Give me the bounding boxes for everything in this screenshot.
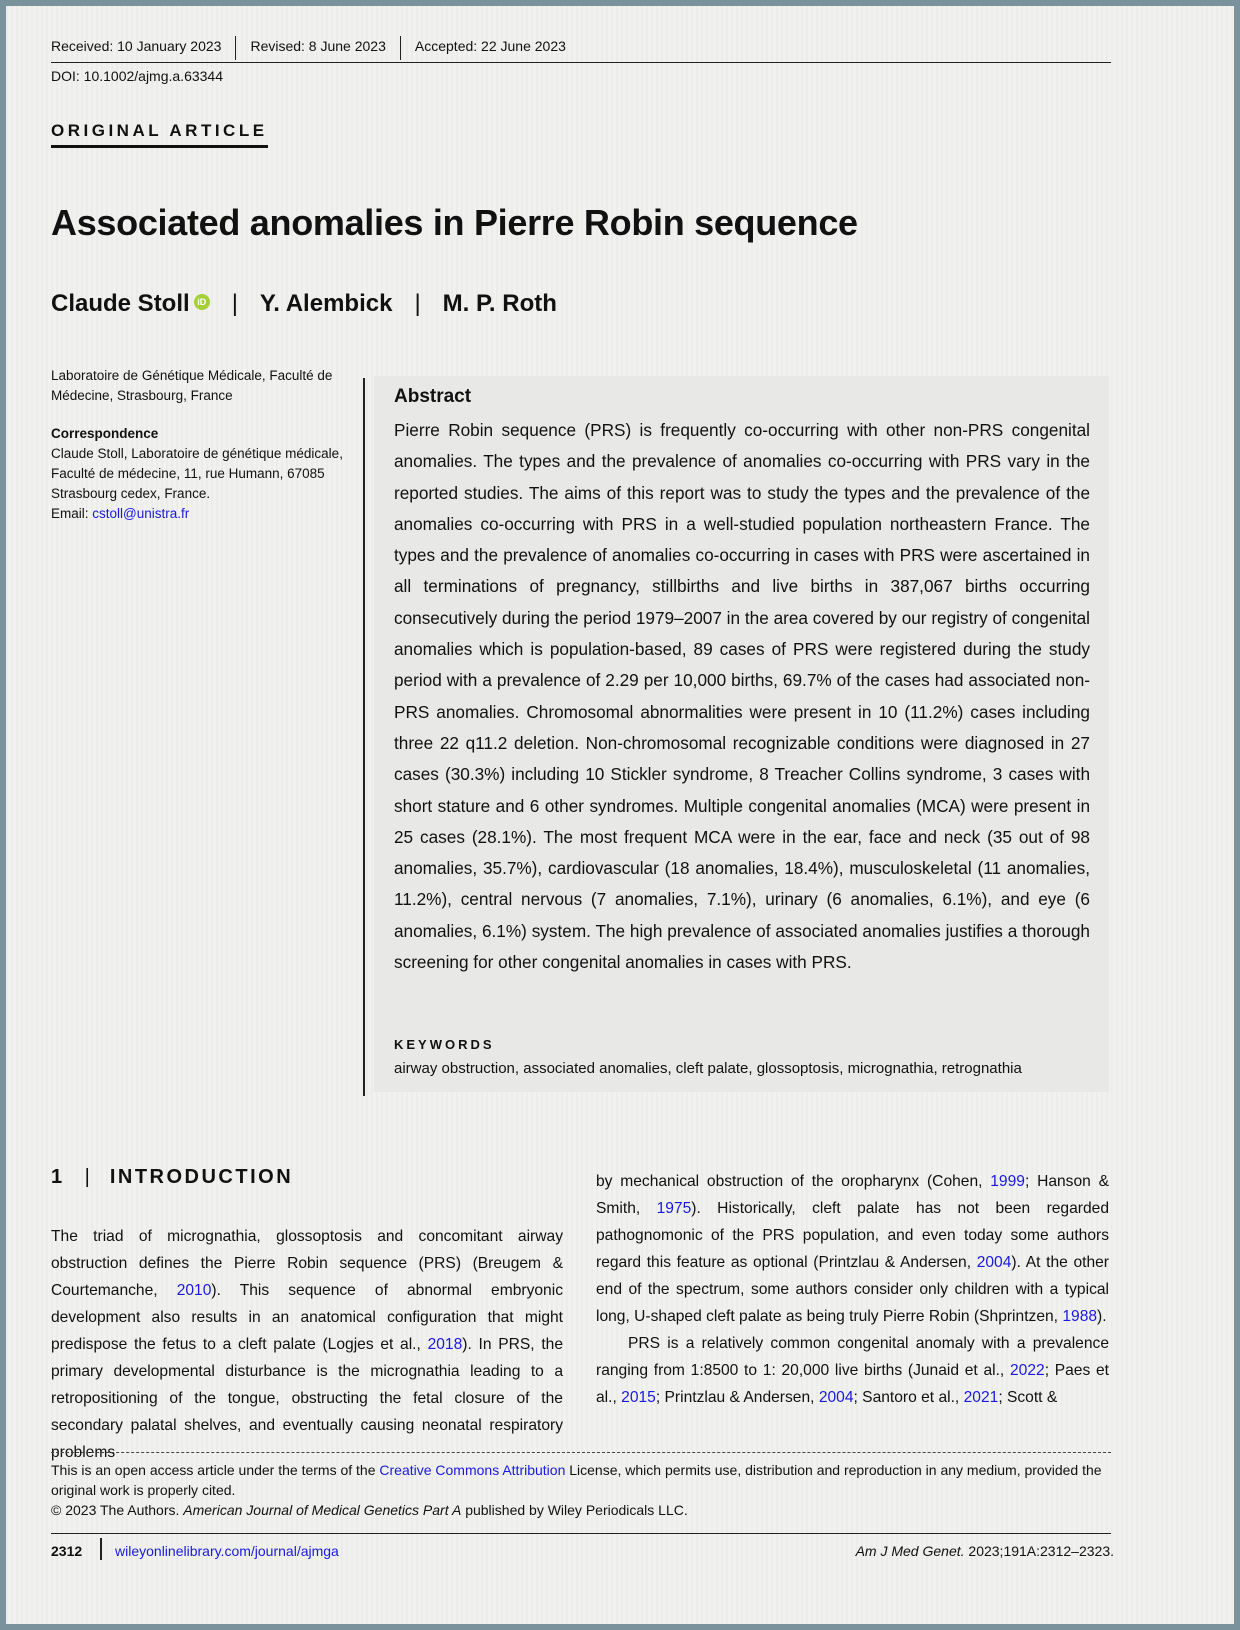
keywords-heading: KEYWORDS <box>394 1037 495 1052</box>
correspondence-text: Claude Stoll, Laboratoire de génétique médicale, Faculté de médecine, 11, rue Humann, 67085 Strasbourg cedex, France. <box>51 446 343 501</box>
footnote-divider <box>51 1452 1111 1453</box>
citation-year-link[interactable]: 2015 <box>621 1389 656 1406</box>
intro-paragraph-2 <box>596 1330 1109 1411</box>
citation-year-link[interactable]: 2004 <box>976 1254 1012 1271</box>
orcid-icon[interactable]: iD <box>194 294 210 310</box>
body-text: by mechanical obstruction of the oropharynx (Cohen, <box>596 1173 991 1190</box>
license-line <box>51 1460 1111 1500</box>
body-text: ; Printzlau & Andersen, <box>655 1389 819 1406</box>
body-text: ; Santoro et al., <box>853 1389 964 1406</box>
body-text: ). This sequence of abnormal embryonic development also results in an anatomical configuration that might predispose the fetus to a cleft palate (Logjes et al., <box>51 1282 563 1353</box>
email-line <box>51 504 351 524</box>
section-number: 1 <box>51 1166 65 1188</box>
article-page <box>6 6 1234 1624</box>
article-dates <box>51 36 1111 63</box>
correspondence-label: Correspondence <box>51 426 159 441</box>
accepted-date: Accepted: 22 June 2023 <box>400 36 580 60</box>
section-heading <box>51 1166 293 1189</box>
body-text: The triad of micrognathia, glossoptosis and concomitant airway obstruction defines the Pierre Robin sequence (PRS) (Breugem & Courtemanche, <box>51 1228 563 1299</box>
license-text: This is an open access article under the terms of the <box>51 1462 380 1478</box>
body-text: PRS is a relatively common congenital anomaly with a prevalence ranging from 1:8500 to 1: 20,000 live births (Junaid et al., <box>596 1335 1109 1379</box>
copyright-text: © 2023 The Authors. <box>51 1502 184 1518</box>
journal-name: American Journal of Medical Genetics Part A <box>183 1502 462 1518</box>
doi: DOI: 10.1002/ajmg.a.63344 <box>51 68 224 84</box>
body-text: ). <box>1097 1308 1107 1325</box>
body-text: ; Paes et al., <box>596 1362 1110 1406</box>
section-tag: ORIGINAL ARTICLE <box>51 121 268 148</box>
revised-date: Revised: 8 June 2023 <box>235 36 399 60</box>
body-column-right <box>596 1168 1109 1411</box>
copyright-text: published by Wiley Periodicals LLC. <box>461 1502 688 1518</box>
citation-year-link[interactable]: 2021 <box>963 1389 999 1406</box>
author-list <box>51 290 557 318</box>
body-text: ; Scott & <box>998 1389 1058 1406</box>
citation-journal: Am J Med Genet. <box>855 1543 965 1559</box>
intro-paragraph-1 <box>51 1223 563 1466</box>
citation-year-link[interactable]: 2010 <box>176 1282 212 1299</box>
license-text: License, which permits use, distribution and reproduction in any medium, provided the original work is properly cited. <box>51 1462 1102 1498</box>
body-text: ). At the other end of the spectrum, some authors consider only children with a typical long, U-shaped cleft palate as being truly Pierre Robin (Shprintzen, <box>596 1254 1109 1325</box>
body-text: ; Hanson & Smith, <box>596 1173 1109 1217</box>
page-number: 2312 <box>51 1543 83 1559</box>
citation-year-link[interactable]: 1988 <box>1062 1308 1098 1325</box>
abstract-heading: Abstract <box>394 386 472 407</box>
author-name[interactable]: Claude Stoll <box>51 290 190 317</box>
journal-url-link[interactable]: wileyonlinelibrary.com/journal/ajmga <box>115 1543 339 1559</box>
abstract-text: Pierre Robin sequence (PRS) is frequently co-occurring with other non-PRS congenital anomalies. The types and the prevalence of anomalies co-occurring with PRS vary in the reported studies. The aims of this report was to study the types and the prevalence of the anomalies co-occurring with PRS in a well-studied population northeastern France. The types and the prevalence of anomalies co-occurring in cases with PRS were ascertained in all terminations of pregnancy, stillbirths and live births in 387,067 births occurring consecutively during the period 1979–2007 in the area covered by our registry of congenital anomalies which is population-based, 89 cases of PRS were registered during the study period with a prevalence of 2.29 per 10,000 births, 69.7% of the cases had associated non-PRS anomalies. Chromosomal abnormalities were present in 10 (11.2%) cases including three 22 q11.2 deletion. Non-chromosomal recognizable conditions were diagnosed in 27 cases (30.3%) including 10 Stickler syndrome, 8 Treacher Collins syndrome, 3 cases with short stature and 6 other syndromes. Multiple congenital anomalies (MCA) were present in 25 cases (28.1%). The most frequent MCA were in the ear, face and neck (35 out of 98 anomalies, 35.7%), cardiovascular (18 anomalies, 18.4%), musculoskeletal (11 anomalies, 11.2%), central nervous (7 anomalies, 7.1%), urinary (6 anomalies, 6.1%), and eye (6 anomalies, 6.1%) system. The high prevalence of associated anomalies justifies a thorough screening for other congenital anomalies in cases with PRS. <box>394 420 1090 973</box>
citation <box>856 1543 1114 1559</box>
section-separator: | <box>84 1166 90 1188</box>
citation-details: 2023;191A:2312–2323. <box>964 1543 1114 1559</box>
body-text: ). In PRS, the primary developmental disturbance is the micrognathia leading to a retropositioning of the tongue, obstructing the fetal closure of the secondary palatal shelves, and eventually causing neonatal respiratory problems <box>51 1336 563 1461</box>
email-link[interactable]: cstoll@unistra.fr <box>92 506 190 521</box>
received-date: Received: 10 January 2023 <box>51 38 222 54</box>
author-name[interactable]: M. P. Roth <box>442 290 557 317</box>
license-note <box>51 1460 1111 1520</box>
body-text: ). Historically, cleft palate has not been regarded pathognomonic of the PRS population, and even today some authors regard this feature as optional (Printzlau & Andersen, <box>596 1200 1109 1271</box>
body-column-left <box>51 1223 563 1466</box>
citation-year-link[interactable]: 2004 <box>818 1389 854 1406</box>
author-separator: | <box>414 290 421 317</box>
abstract-divider <box>363 378 365 1096</box>
author-name[interactable]: Y. Alembick <box>259 290 393 317</box>
citation-year-link[interactable]: 1999 <box>990 1173 1025 1190</box>
affiliation-block <box>51 366 351 524</box>
email-label: Email: <box>51 506 93 521</box>
copyright-line <box>51 1500 1111 1520</box>
author-separator: | <box>231 290 238 317</box>
intro-paragraph-1-continued <box>596 1168 1109 1330</box>
citation-year-link[interactable]: 2018 <box>427 1336 463 1353</box>
citation-year-link[interactable]: 1975 <box>656 1200 692 1217</box>
footer-separator <box>100 1538 102 1560</box>
citation-year-link[interactable]: 2022 <box>1009 1362 1045 1379</box>
affiliation: Laboratoire de Génétique Médicale, Faculté de Médecine, Strasbourg, France <box>51 368 333 403</box>
footer-rule <box>51 1533 1111 1534</box>
section-title: INTRODUCTION <box>109 1166 294 1188</box>
keywords-list: airway obstruction, associated anomalies, cleft palate, glossoptosis, micrognathia, retrognathia <box>394 1060 1022 1077</box>
cc-license-link[interactable]: Creative Commons Attribution <box>379 1462 566 1478</box>
article-title: Associated anomalies in Pierre Robin sequence <box>51 202 858 243</box>
